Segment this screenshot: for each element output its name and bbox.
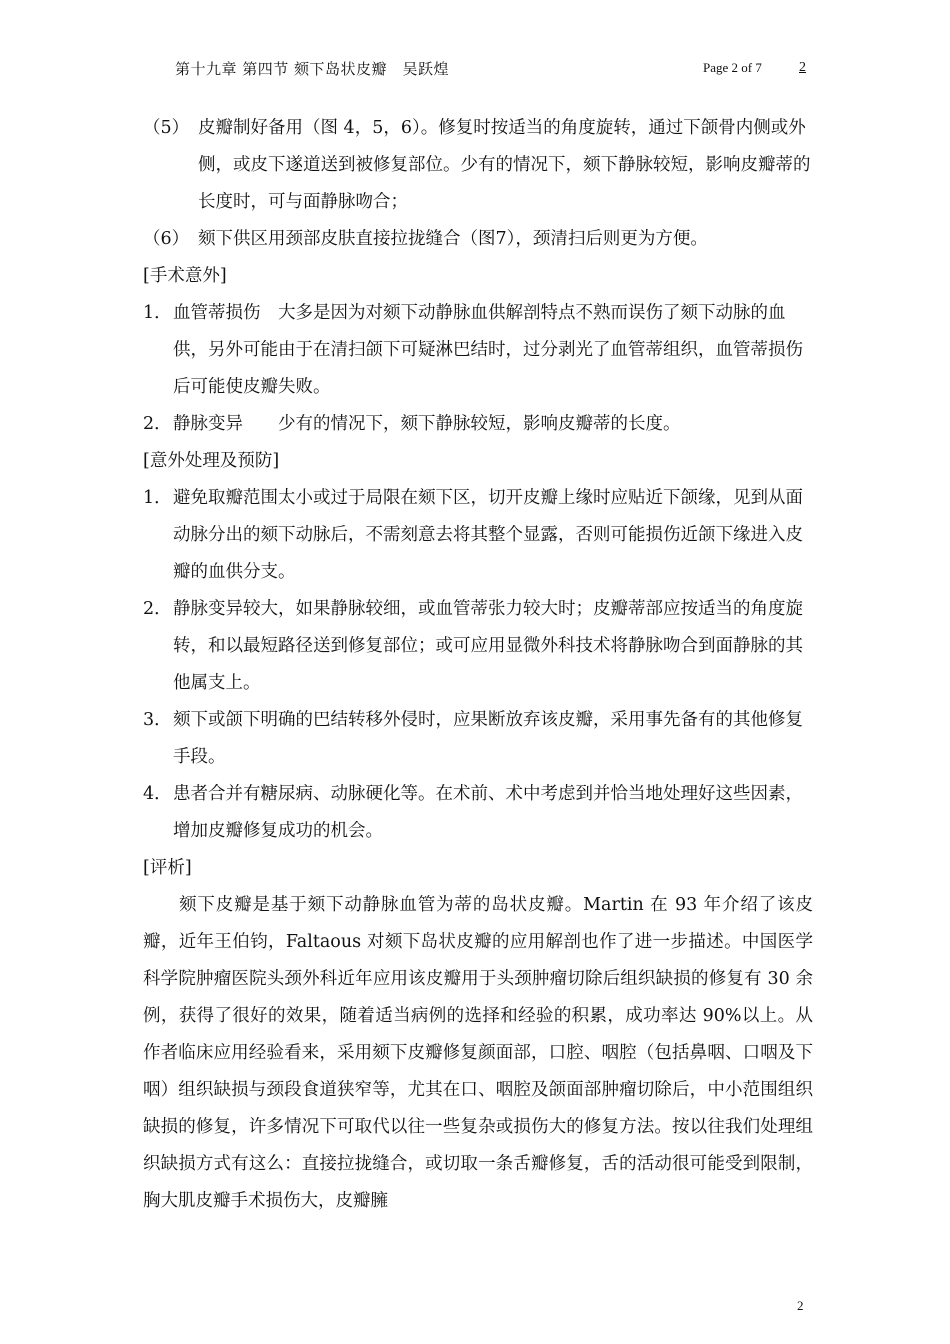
step-text: 皮瓣制好备用（图 4，5，6）。修复时按适当的角度旋转，通过下颌骨内侧或外侧，或皮下遂道送到被修复部位。少有的情况下，颏下静脉较短，影响皮瓣蒂的长度时，可与面静脉吻合； bbox=[198, 118, 811, 212]
list-number: 4． bbox=[143, 784, 172, 804]
header-page-number: 2 bbox=[799, 60, 806, 75]
list-text: 静脉变异较大，如果静脉较细，或血管蒂张力较大时；皮瓣蒂部应按适当的角度旋转，和以最短路径送到修复部位；或可应用显微外科技术将静脉吻合到面静脉的其他属支上。 bbox=[173, 599, 803, 693]
list-item bbox=[143, 776, 813, 850]
list-text: 静脉变异 少有的情况下，颏下静脉较短，影响皮瓣蒂的长度。 bbox=[173, 414, 681, 434]
document-body bbox=[143, 110, 813, 1220]
list-item bbox=[143, 702, 813, 776]
section-heading-prevention: [意外处理及预防] bbox=[143, 451, 280, 471]
list-number: 3． bbox=[143, 710, 172, 730]
list-text: 患者合并有糖尿病、动脉硬化等。在术前、术中考虑到并恰当地处理好这些因素，增加皮瓣修复成功的机会。 bbox=[173, 784, 803, 841]
list-number: 1． bbox=[143, 488, 172, 508]
step-item bbox=[143, 221, 813, 258]
list-number: 2． bbox=[143, 599, 172, 619]
step-number: （6） bbox=[143, 229, 190, 249]
list-number: 1． bbox=[143, 303, 172, 323]
list-item bbox=[143, 591, 813, 702]
list-text: 血管蒂损伤 大多是因为对颏下动静脉血供解剖特点不熟而误伤了颏下动脉的血供，另外可能由于在清扫颌下可疑淋巴结时，过分剥光了血管蒂组织，血管蒂损伤后可能使皮瓣失败。 bbox=[173, 303, 803, 397]
list-text: 避免取瓣范围太小或过于局限在颏下区，切开皮瓣上缘时应贴近下颌缘，见到从面动脉分出的颏下动脉后，不需刻意去将其整个显露，否则可能损伤近颌下缘进入皮瓣的血供分支。 bbox=[173, 488, 803, 582]
section-heading-review: [评析] bbox=[143, 858, 192, 878]
header-page-label: Page 2 of 7 bbox=[703, 60, 762, 75]
list-item bbox=[143, 480, 813, 591]
list-number: 2． bbox=[143, 414, 172, 434]
section-heading-accidents: [手术意外] bbox=[143, 266, 227, 286]
step-number: （5） bbox=[143, 118, 190, 138]
step-text: 颏下供区用颈部皮肤直接拉拢缝合（图7），颈清扫后则更为方便。 bbox=[198, 229, 708, 249]
review-paragraph: 颏下皮瓣是基于颏下动静脉血管为蒂的岛状皮瓣。Martin 在 93 年介绍了该皮瓣，近年王伯钧，Faltaous 对颏下岛状皮瓣的应用解剖也作了进一步描述。中国医学科学院肿瘤医院头颈外科近年应用该皮瓣用于头颈肿瘤切除后组织缺损的修复有 30 余例，获得了很好的效果，随着适当病例的选择和经验的积累，成功率达 90%以上。从作者临床应用经验看来，采用颏下皮瓣修复颜面部，口腔、咽腔（包括鼻咽、口咽及下咽）组织缺损与颈段食道狭窄等，尤其在口、咽腔及颌面部肿瘤切除后，中小范围组织缺损的修复，许多情况下可取代以往一些复杂或损伤大的修复方法。按以往我们处理组织缺损方式有这么：直接拉拢缝合，或切取一条舌瓣修复，舌的活动很可能受到限制，胸大肌皮瓣手术损伤大，皮瓣臃 bbox=[143, 895, 813, 1211]
list-text: 颏下或颌下明确的巴结转移外侵时，应果断放弃该皮瓣，采用事先备有的其他修复手段。 bbox=[173, 710, 803, 767]
list-item bbox=[143, 406, 813, 443]
list-item bbox=[143, 295, 813, 406]
footer-page-number: 2 bbox=[797, 1298, 804, 1313]
step-item bbox=[143, 110, 813, 221]
page-header bbox=[0, 58, 950, 84]
header-title: 第十九章 第四节 颏下岛状皮瓣 吴跃煌 bbox=[175, 60, 450, 78]
